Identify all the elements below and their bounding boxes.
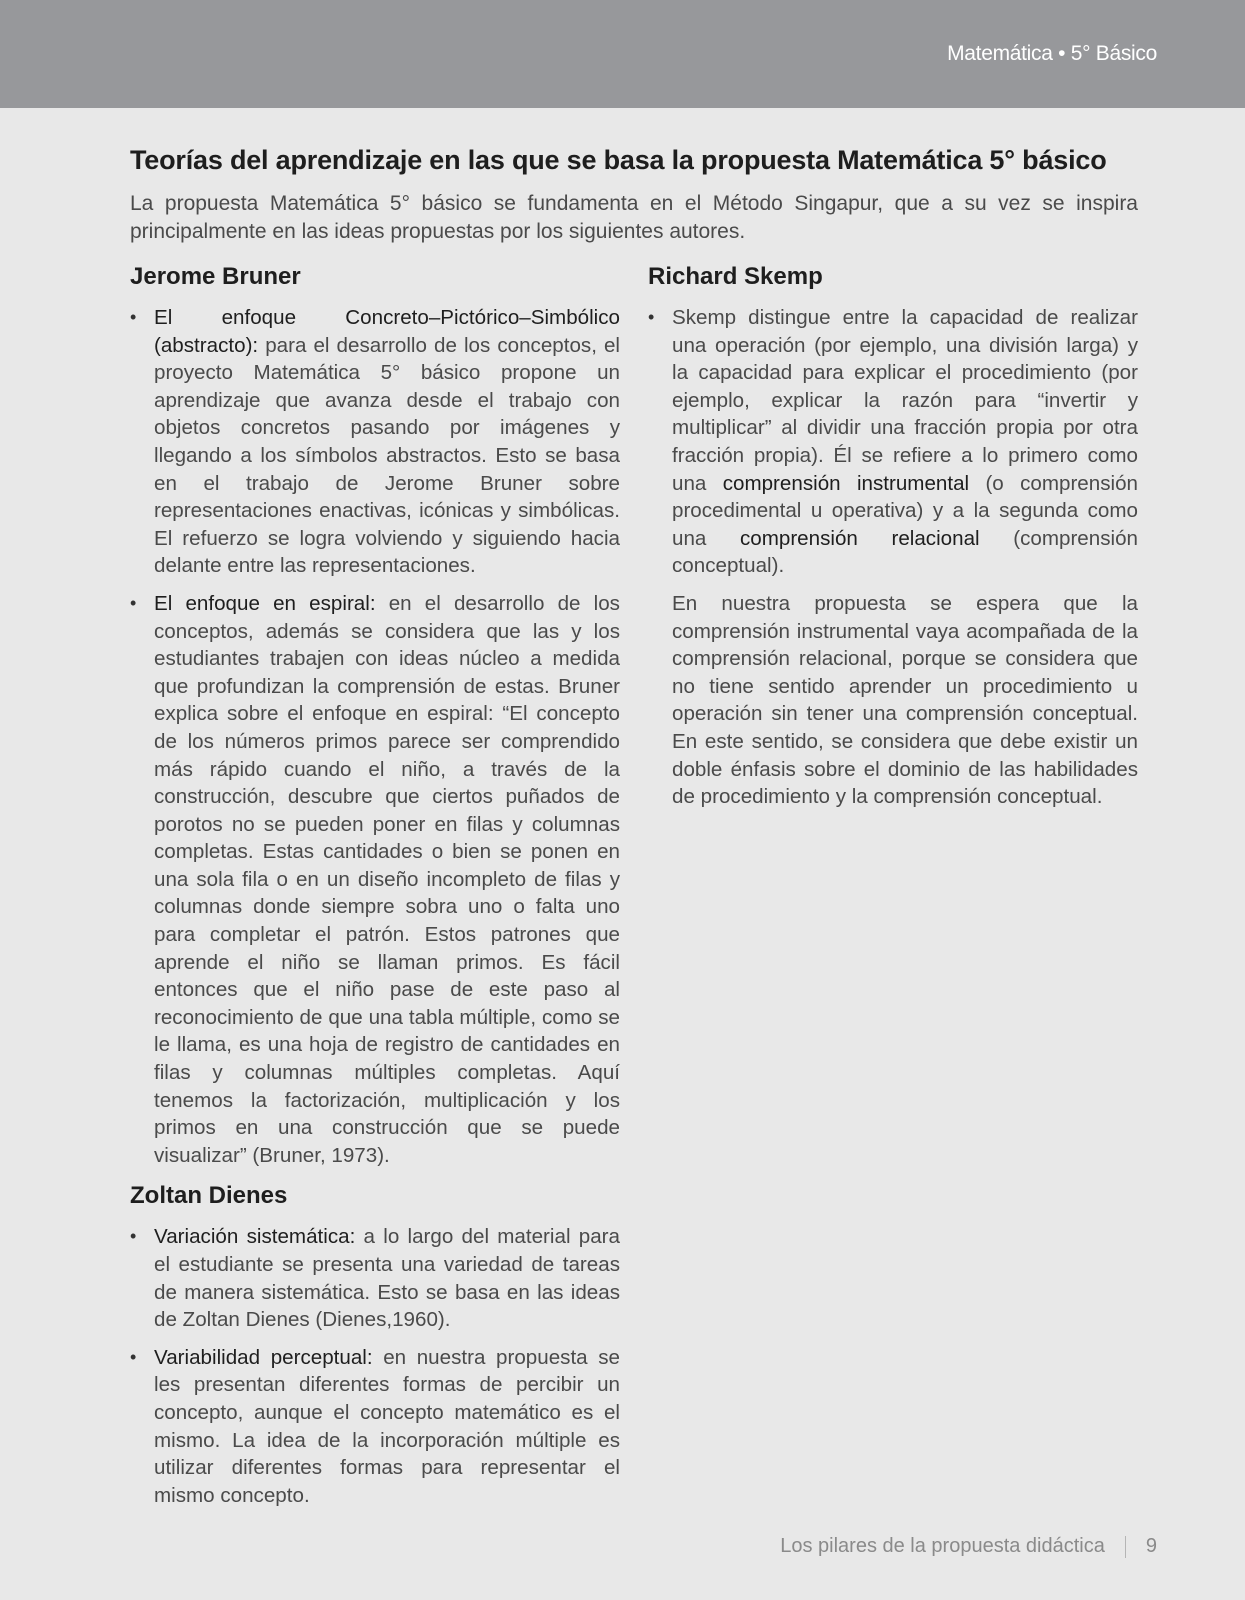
- section-heading-skemp: Richard Skemp: [648, 263, 823, 290]
- item-term: comprensión instrumental: [722, 471, 970, 495]
- footer-section-title: Los pilares de la propuesta didáctica: [780, 1535, 1105, 1557]
- list-item: [130, 304, 620, 580]
- header-bar: [0, 0, 1245, 108]
- header-label: Matemática • 5° Básico: [947, 42, 1157, 65]
- item-term: El enfoque en espiral:: [154, 591, 376, 615]
- section-heading-dienes: Zoltan Dienes: [130, 1182, 288, 1210]
- page-content: [130, 142, 1138, 1519]
- page-number: 9: [1145, 1535, 1157, 1557]
- list-item: [130, 1223, 620, 1333]
- right-column: [648, 260, 1138, 811]
- item-text: (o comprensión procedimental u operativa) y a la segunda como una: [672, 471, 1138, 550]
- skemp-paragraph: En nuestra propuesta se espera que la comprensión instrumental vaya acompañada de la comprensión relacional, porque se considera que no tiene sentido aprender un procedimiento u operación sin tener una comprensión conceptual. En este sentido, se considera que debe existir un doble énfasis sobre el dominio de las habilidades de procedimiento y la comprensión conceptual.: [672, 591, 1138, 809]
- item-text: para el desarrollo de los conceptos, el proyecto Matemática 5° básico propone un aprendizaje que avanza desde el trabajo con objetos concretos pasando por imágenes y llegando a los símbolos abstractos. Esto se basa en el trabajo de Jerome Bruner sobre representaciones enactivas, icónicas y simbólicas. El refuerzo se logra volviendo y siguiendo hacia delante entre las representaciones.: [154, 333, 620, 578]
- list-item: [130, 590, 620, 1169]
- page-footer: [780, 1535, 1157, 1558]
- list-item: [130, 1344, 620, 1510]
- dienes-section: [130, 1179, 620, 1509]
- page-title: Teorías del aprendizaje en las que se basa la propuesta Matemática 5° básico: [130, 145, 1107, 175]
- item-text: Skemp distingue entre la capacidad de realizar una operación (por ejemplo, una división larga) y la capacidad para explicar el procedimiento (por ejemplo, explicar la razón para “invertir y multiplicar” al dividir una fracción propia por otra fracción propia). Él se refiere a lo primero como una: [672, 306, 1138, 495]
- bruner-list: [130, 304, 620, 1169]
- item-text: a lo largo del material para el estudiante se presenta una variedad de tareas de manera sistemática. Esto se basa en las ideas de Zoltan Dienes (Dienes,1960).: [154, 1225, 620, 1332]
- two-column-body: [130, 260, 1138, 1519]
- item-term: El enfoque Concreto–Pictórico–Simbólico (abstracto):: [154, 306, 620, 357]
- item-term: Variabilidad perceptual:: [154, 1345, 373, 1369]
- item-text: en nuestra propuesta se les presentan diferentes formas de percibir un concepto, aunque el concepto matemático es el mismo. La idea de la incorporación múltiple es utilizar diferentes formas para representar el mismo concepto.: [154, 1345, 620, 1507]
- footer-divider: [1125, 1536, 1126, 1558]
- item-text: en el desarrollo de los conceptos, además se considera que las y los estudiantes trabajen con ideas núcleo a medida que profundizan la comprensión de estas. Bruner explica sobre el enfoque en espiral: “El concepto de los números primos parece ser comprendido más rápido cuando el niño, a través de la construcción, descubre que ciertos puñados de porotos no se pueden poner en filas y columnas completas. Estas cantidades o bien se ponen en una sola fila o en un diseño incompleto de filas y columnas donde siempre sobra uno o falta uno para completar el patrón. Estos patrones que aprende el niño se llaman primos. Es fácil entonces que el niño pase de este paso al reconocimiento de que una tabla múltiple, como se le llama, es una hoja de registro de cantidades en filas y columnas múltiples completas. Aquí tenemos la factorización, multiplicación y los primos en una construcción que se puede visualizar” (Bruner, 1973).: [154, 591, 620, 1167]
- section-heading-bruner: Jerome Bruner: [130, 263, 301, 290]
- skemp-list: [648, 304, 1138, 580]
- list-item: [648, 304, 1138, 580]
- item-term: comprensión relacional: [739, 526, 980, 550]
- item-text: (comprensión conceptual).: [672, 526, 1138, 578]
- item-term: Variación sistemática:: [154, 1225, 356, 1249]
- dienes-list: [130, 1223, 620, 1509]
- intro-paragraph: La propuesta Matemática 5° básico se fundamenta en el Método Singapur, que a su vez se inspira principalmente en las ideas propuestas por los siguientes autores.: [130, 192, 1138, 243]
- left-column: [130, 260, 620, 1519]
